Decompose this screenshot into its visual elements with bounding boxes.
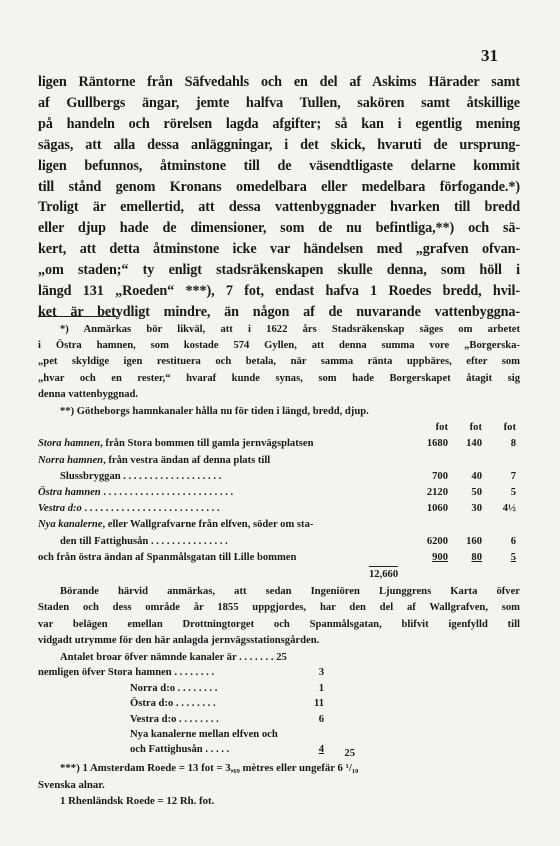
canal-name: Stora hamnen, från Stora bommen till gamla jernvägsplatsen [38,438,314,450]
bridges-list [38,650,520,758]
unit-length: fot [435,422,448,434]
body-line: ligen befunnos, åtminstone till de väsendtligaste delarne kommit [38,157,520,174]
unit-depth: fot [503,422,516,434]
table-row [38,550,520,566]
canal-length: 700 [432,470,448,482]
table-row [38,501,520,517]
bridge-label: Nya kanalerne mellan elfven och [130,728,278,740]
footnote-3-line: Svenska alnar. [38,778,105,791]
table-row [38,534,520,550]
footnote-1-line: denna vattenbyggnad. [38,388,139,400]
bridge-label: Norra d:o . . . . . . . . [130,682,218,694]
canal-width: 30 [471,503,482,515]
bridge-row [38,742,520,760]
bridge-count: 11 [313,698,324,710]
table-row [38,436,520,452]
canal-width: 50 [471,486,482,498]
canal-name: och från östra ändan af Spanmålsgatan till Lille bommen [38,551,297,563]
body-line: till stånd genom Kronans omedelbara eller medelbara förfogande.*) [38,178,520,195]
bridge-count: 3 [318,667,324,679]
bridge-total: 25 [344,748,355,760]
bridge-label: Östra d:o . . . . . . . . [130,698,216,710]
table-row [38,453,520,469]
body-line: på handeln och rörelsen lagda afgifter; så kan i egentlig mening [38,115,520,132]
table-row [38,517,520,533]
table-row [38,485,520,501]
bridge-count: 6 [318,713,324,725]
unit-width: fot [469,422,482,434]
canal-depth: 8 [510,438,516,450]
canal-depth: 5 [510,551,516,563]
canal-width: 40 [471,470,482,482]
canal-depth: 7 [510,470,516,482]
bridge-row [38,727,520,742]
body-line: längd 131 „Roeden“ ***), 7 fot, endast hafva 1 Roedes bredd, hvil- [38,283,520,300]
bridge-count: 1 [318,682,324,694]
footnote-2-line: Staden och dess område år 1855 uppgjordes, har den del af Wallgrafven, som [38,602,520,614]
canal-name: Norra hamnen, från vestra ändan af denna plats till [38,454,271,466]
body-line: ket är betydligt mindre, än någon af de nuvarande vattenbyggna- [38,303,520,320]
body-line: sägas, att alla dessa anläggningar, i det skick, hvaruti de ursprung- [38,136,520,153]
canal-depth: 5 [510,486,516,498]
canal-length: 1680 [426,438,448,450]
canal-width: 160 [466,535,482,547]
body-text [38,72,520,323]
bridge-label: och Fattighusån . . . . . [130,744,230,756]
canal-name: Slussbryggan . . . . . . . . . . . . . . . . . . . [60,470,222,482]
canal-name: Vestra d:o . . . . . . . . . . . . . . . . . . . . . . . . . . [38,503,220,515]
canal-depth: 6 [510,535,516,547]
footnote-1-line: „pet skyldige igen restituera och betala, när samma ränta uppbäres, efter som [38,356,520,368]
canal-length: 2120 [426,486,448,498]
footnote-2-line: vidgadt utrymme för den här anlagda jernvägsstationsgården. [38,634,320,646]
table-units-row [38,420,520,436]
canal-width: 140 [466,438,482,450]
footnote-1-line: *) Anmärkas bör likväl, att i 1622 års Stadsräkenskap säges om arbetet [60,324,520,335]
page-number: 31 [481,46,498,65]
canal-table [38,436,520,566]
bridge-count: 4 [318,744,324,756]
bridge-label: nemligen öfver Stora hamnen . . . . . . . . [38,667,215,679]
footnotes-block [38,322,520,649]
table-row [38,469,520,485]
canal-name: den till Fattighusån . . . . . . . . . . . . . . . [60,535,228,547]
body-line: „om staden;“ ty enligt stadsräkenskapen skulle denna, som höll i [38,262,520,279]
bridge-row [38,681,520,696]
bridge-row [38,696,520,711]
canal-depth: 4½ [502,503,516,515]
footnote-3-line: ***) 1 Amsterdam Roede = 13 fot = 3,₆₉ mètres eller ungefär 6 ¹/₁₀ [60,762,359,774]
bridge-row [38,712,520,727]
footnote-1-line: „hvar och en rester,“ hvaraf kunde synas, som hade Borgerskapet åtagit sig [38,372,520,384]
canal-width: 80 [471,551,482,563]
body-line: ligen Räntorne från Säfvedahls och en del af Askims Härader samt [38,74,520,90]
table-total-row [38,566,520,582]
canal-length: 900 [432,551,448,563]
footnote-3-line: 1 Rhenländsk Roede = 12 Rh. fot. [60,795,215,807]
bridges-intro: Antalet broar öfver nämnde kanaler är . . . . . . . 25 [60,652,287,663]
canal-name: Nya kanalerne, eller Wallgrafvarne från elfven, söder om sta- [38,519,314,531]
footnote-2-tail [38,584,520,649]
body-line: af Gullbergs ängar, jemte halfva Tullen, sakören samt åtskillige [38,94,520,111]
footnote-1-line: i Östra hamnen, som kostade 574 Gyllen, att denna summa vore „Borgerska- [38,340,520,352]
footnote-1 [38,322,520,403]
footnote-2-line: var belägen emellan Drottningtorget och Spanmålsgatan, blifvit igenfylld till [38,618,520,630]
canal-name: Östra hamnen . . . . . . . . . . . . . . . . . . . . . . . . . [38,486,234,498]
footnote-2-line: Börande härvid anmärkas, att sedan Ingeniören Ljunggrens Karta öfver [60,586,520,598]
body-line: kert, att detta åtminstone icke var händelsen med „grafven ofvan- [38,241,520,258]
canal-length: 1060 [426,503,448,515]
bridge-label: Vestra d:o . . . . . . . . [130,713,219,725]
footnotes-bottom [38,760,520,810]
bridge-row [38,665,520,680]
footnote-2-intro: **) Götheborgs hamnkanaler hålla nu för tiden i längd, bredd, djup. [60,406,369,418]
table-total: 12,660 [369,566,398,583]
footnote-rule [38,316,118,317]
body-line: Troligt är emellertid, att dessa vattenbyggnader hvarken till bredd [38,199,520,216]
canal-length: 6200 [426,535,448,547]
body-line: eller djup hade de dimensioner, som de nu befintliga,**) och sä- [38,220,520,237]
